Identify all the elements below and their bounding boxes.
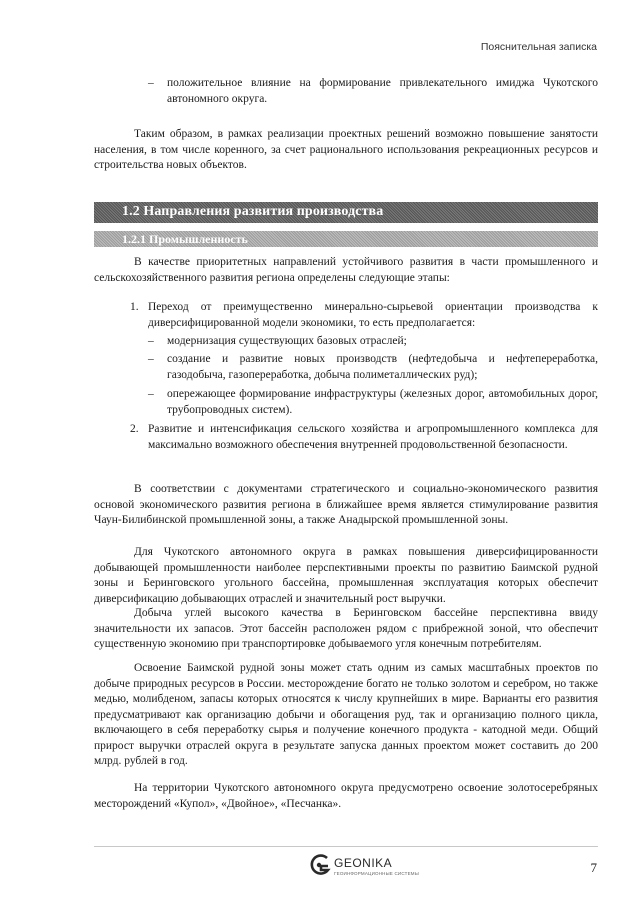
paragraph-5: На территории Чукотского автономного округа предусмотрено освоение золотосеребряных месторождений «Купол», «Двойное», «Песчанка». bbox=[94, 782, 598, 810]
logo-name: GEONIKA bbox=[334, 856, 393, 870]
list-item-2-number: 2. bbox=[130, 423, 139, 435]
sub-bullet-3 bbox=[148, 387, 598, 418]
sub-bullet-3-text: опережающее формирование инфраструктуры (железных дорог, автомобильных дорог, трубопроводных систем). bbox=[167, 388, 598, 416]
lead-paragraph: В качестве приоритетных направлений устойчивого развития в части промышленного и сельскохозяйственного развития региона определены следующие этапы: bbox=[94, 256, 598, 284]
logo-tagline: ГЕОИНФОРМАЦИОННЫЕ СИСТЕМЫ bbox=[334, 871, 419, 876]
dash-marker: – bbox=[148, 335, 154, 347]
section-heading-bar bbox=[94, 202, 598, 223]
section-heading: 1.2 Направления развития производства bbox=[122, 204, 384, 219]
list-item-1 bbox=[130, 300, 598, 331]
list-item-2 bbox=[130, 422, 598, 453]
intro-bullet bbox=[148, 76, 598, 107]
paragraph-4: Освоение Баимской рудной зоны может стать одним из самых масштабных проектов по добыче природных ресурсов в России. месторождение богато не только золотом и серебром, но также медью, молибденом, запасы которых относятся к числу крупнейших в мире. Варианты его развития предусматривают как организацию добычи и обогащения руд, так и организацию полного цикла, включающего в себя переработку сырья и получение конечного продукта - катодной меди. Общий прирост выручки отраслей округа в результате запуска данных проектом может составить до 200 млрд. рублей в год. bbox=[94, 662, 598, 767]
sub-bullet-1-text: модернизация существующих базовых отраслей; bbox=[167, 335, 407, 347]
geonika-logo bbox=[308, 852, 418, 884]
sub-bullet-2-text: создание и развитие новых производств (нефтедобыча и нефтепереработка, газодобыча, газопереработка, добыча полиметаллических руд); bbox=[167, 353, 598, 381]
footer-divider bbox=[94, 846, 598, 847]
dash-marker: – bbox=[148, 388, 154, 400]
dash-marker: – bbox=[148, 353, 154, 365]
sub-bullet-2 bbox=[148, 352, 598, 383]
page-number: 7 bbox=[590, 860, 597, 875]
list-item-2-text: Развитие и интенсификация сельского хозяйства и агропромышленного комплекса для максимально возможного обеспечения внутренней продовольственной безопасности. bbox=[148, 423, 598, 451]
paragraph-3: Добыча углей высокого качества в Беринговском бассейне перспективна ввиду значительности их запасов. Этот бассейн расположен рядом с прибрежной зоной, что обеспечит существенную экономию при транспортировке добываемого угля конечным потребителям. bbox=[94, 607, 598, 650]
intro-bullet-text: положительное влияние на формирование привлекательного имиджа Чукотского автономного округа. bbox=[167, 77, 598, 105]
intro-paragraph: Таким образом, в рамках реализации проектных решений возможно повышение занятости населения, в том числе коренного, за счет рационального использования рекреационных ресурсов и строительства новых объектов. bbox=[94, 128, 598, 171]
geonika-logo-icon bbox=[308, 852, 332, 878]
document-header-label: Пояснительная записка bbox=[480, 41, 597, 53]
sub-bullet-1 bbox=[148, 334, 598, 350]
paragraph-1: В соответствии с документами стратегического и социально-экономического развития основой экономического развития региона в ближайшее время является стимулирование развития Чаун-Билибинской промышленной зоны, а также Анадырской промышленной зоны. bbox=[94, 483, 598, 526]
subsection-heading: 1.2.1 Промышленность bbox=[122, 232, 248, 246]
paragraph-2: Для Чукотского автономного округа в рамках повышения диверсифицированности добывающей промышленности наиболее перспективными проекты по развитию Баимской рудной зоны и Беринговского угольного бассейна, промышленная эксплуатация которых обеспечит диверсификацию добывающих отраслей и значительный рост выручки. bbox=[94, 546, 598, 605]
subsection-heading-bar bbox=[94, 231, 598, 247]
list-item-1-number: 1. bbox=[130, 301, 139, 313]
dash-marker: – bbox=[148, 77, 154, 89]
list-item-1-text: Переход от преимущественно минерально-сырьевой ориентации производства к диверсифицированной модели экономики, то есть предполагается: bbox=[148, 301, 598, 329]
